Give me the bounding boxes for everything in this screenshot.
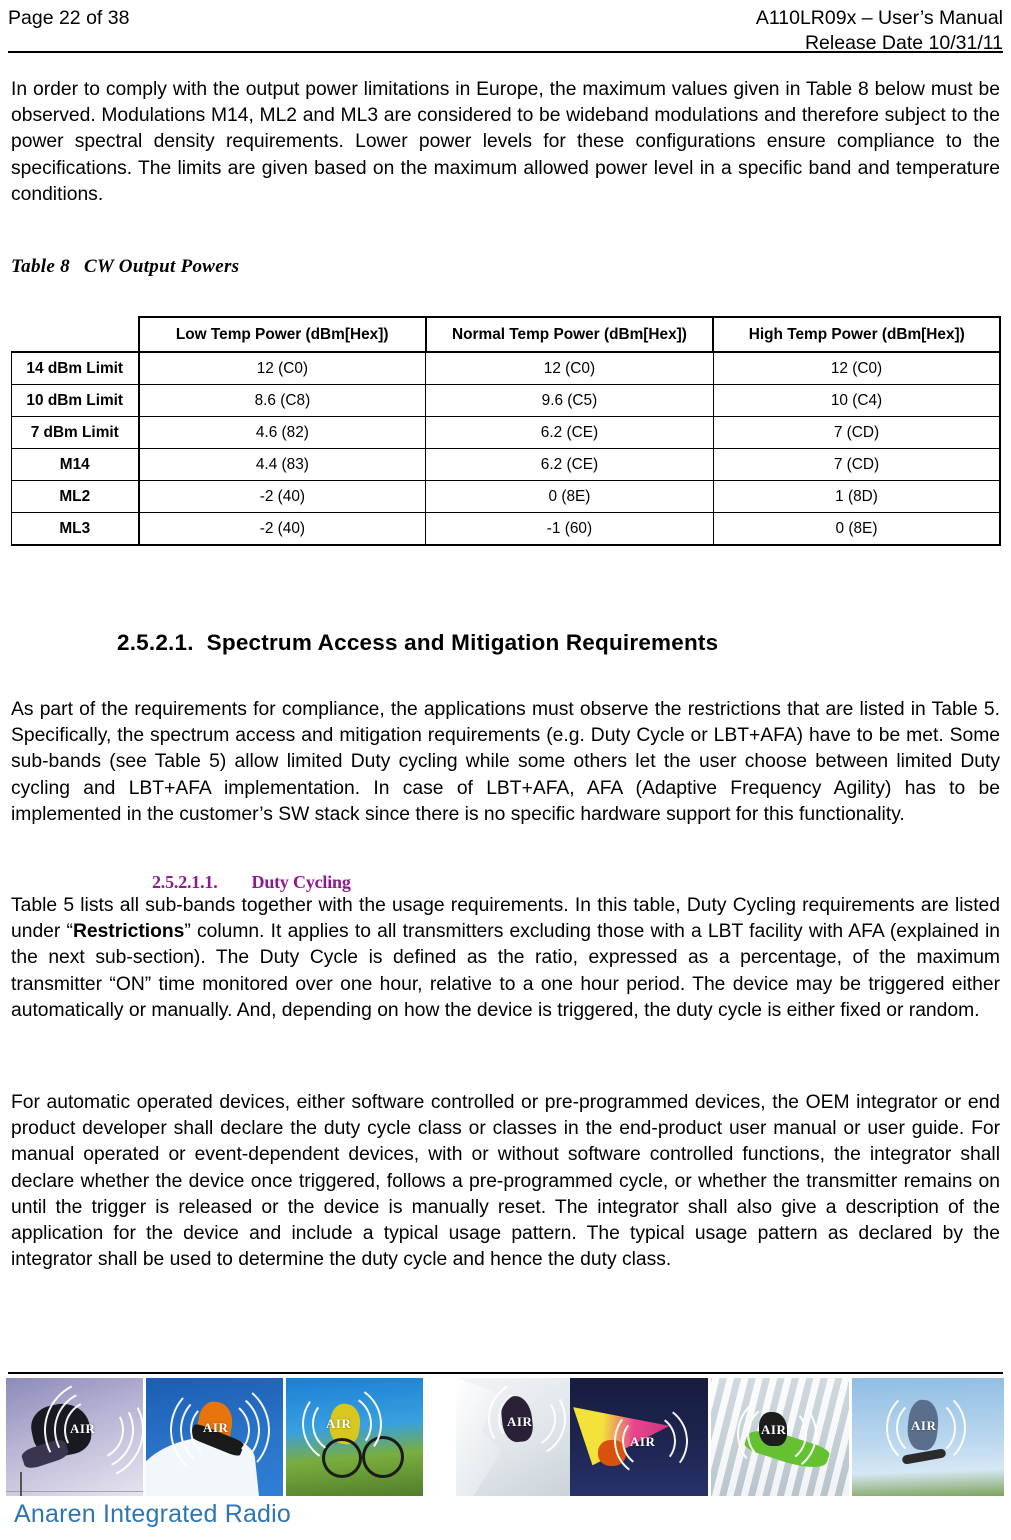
cell-normal-temp: 6.2 (CE) bbox=[426, 417, 713, 449]
row-label: M14 bbox=[12, 449, 139, 481]
duty-cycling-paragraph-1 bbox=[11, 893, 1000, 1024]
duty-cycling-text-post: ” column. It applies to all transmitters excluding those with a LBT facility with AFA (explained in the next sub-section). The Duty Cycle is defined as the ratio, expressed as a percentage, of the maximum transmitter “ON” time monitored over one hour, relative to a one hour period. The device may be triggered either automatically or manually. And, depending on how the device is triggered, the duty cycle is either fixed or random. bbox=[11, 921, 1001, 1021]
footer-brand-text: Anaren Integrated Radio bbox=[14, 1500, 292, 1528]
air-badge: AIR bbox=[761, 1422, 787, 1437]
footer-photo-skier bbox=[146, 1378, 283, 1496]
column-header-high-temp: High Temp Power (dBm[Hex]) bbox=[713, 317, 1000, 352]
intro-paragraph: In order to comply with the output power limitations in Europe, the maximum values given in Table 8 below must be observed. Modulations M14, ML2 and ML3 are considered to be wideband modulations and therefore subject to the power spectral density requirements. Lower power levels for these configurations ensure compliance to the specifications. The limits are given based on the maximum allowed power level in a specific band and temperature conditions. bbox=[11, 79, 1000, 205]
table-row bbox=[12, 385, 1001, 417]
document-title-block bbox=[756, 6, 1003, 56]
cell-high-temp: 1 (8D) bbox=[713, 481, 1000, 513]
footer-photo-strip bbox=[6, 1378, 1005, 1498]
footer-photo-mountain-biker bbox=[286, 1378, 423, 1496]
page-number-label: Page 22 of 38 bbox=[8, 7, 130, 29]
table-row bbox=[12, 417, 1001, 449]
row-label: ML3 bbox=[12, 513, 139, 546]
section-heading bbox=[117, 630, 718, 656]
air-badge: AIR bbox=[203, 1420, 229, 1435]
subsection-heading bbox=[152, 872, 351, 893]
cell-low-temp: 12 (C0) bbox=[139, 352, 426, 385]
cell-low-temp: 4.4 (83) bbox=[139, 449, 426, 481]
header-divider bbox=[8, 51, 1003, 53]
table-row bbox=[12, 481, 1001, 513]
cell-high-temp: 7 (CD) bbox=[713, 449, 1000, 481]
table-caption bbox=[11, 256, 239, 278]
footer-photo-kayaker bbox=[711, 1378, 849, 1496]
cell-normal-temp: 12 (C0) bbox=[426, 352, 713, 385]
duty-cycling-text-pre: Table 5 lists all sub-bands together with the usage requirements. In this table, Duty Cycling requirements are listed under “ bbox=[11, 895, 1000, 943]
section-heading-number: 2.5.2.1. bbox=[117, 630, 194, 655]
cell-low-temp: 8.6 (C8) bbox=[139, 385, 426, 417]
footer-photo-ice-climber bbox=[456, 1378, 578, 1496]
cell-high-temp: 7 (CD) bbox=[713, 417, 1000, 449]
air-badge: AIR bbox=[911, 1418, 937, 1433]
cell-high-temp: 10 (C4) bbox=[713, 385, 1000, 417]
table-caption-label: Table 8 bbox=[11, 256, 70, 277]
footer-photo-snowboarder bbox=[6, 1378, 143, 1496]
cell-normal-temp: 6.2 (CE) bbox=[426, 449, 713, 481]
table-header-row bbox=[12, 317, 1001, 352]
subsection-heading-number: 2.5.2.1.1. bbox=[152, 872, 218, 892]
table-row bbox=[12, 449, 1001, 481]
row-label: ML2 bbox=[12, 481, 139, 513]
footer-photo-windsurfer bbox=[570, 1378, 708, 1496]
cell-high-temp: 12 (C0) bbox=[713, 352, 1000, 385]
column-header-normal-temp: Normal Temp Power (dBm[Hex]) bbox=[426, 317, 713, 352]
spectrum-access-paragraph: As part of the requirements for compliance, the applications must observe the restrictions that are listed in Table 5. Specifically, the spectrum access and mitigation requirements (e.g. Duty Cycle or LBT+AFA) have to be met. Some sub-bands (see Table 5) allow limited Duty cycling while some others let the user choose between limited Duty cycling and LBT+AFA implementation. In case of LBT+AFA, AFA (Adaptive Frequency Agility) has to be implemented in the customer’s SW stack since there is no specific hardware support for this functionality. bbox=[11, 699, 1000, 825]
cw-output-powers-table bbox=[11, 316, 1001, 546]
footer-photo-skateboarder bbox=[852, 1378, 1004, 1496]
column-header-low-temp: Low Temp Power (dBm[Hex]) bbox=[139, 317, 426, 352]
release-date: Release Date 10/31/11 bbox=[804, 32, 1003, 54]
row-label: 10 dBm Limit bbox=[12, 385, 139, 417]
air-badge: AIR bbox=[630, 1434, 656, 1449]
document-title: A110LR09x – User’s Manual bbox=[755, 7, 1003, 29]
subsection-heading-title: Duty Cycling bbox=[251, 872, 351, 892]
duty-cycling-paragraph-2: For automatic operated devices, either software controlled or pre-programmed devices, the OEM integrator or end product developer shall declare the duty cycle class or classes in the end-product user manual or user guide. For manual operated or event-dependent devices, with or without software controlled functions, the integrator shall declare whether the device once triggered, follows a pre-programmed cycle, or whether the transmitter remains on until the trigger is released or the device is manually reset. The integrator shall also give a description of the application for the device and include a typical usage pattern. The typical usage pattern as declared by the integrator shall be used to determine the duty cycle and hence the duty class. bbox=[11, 1092, 1000, 1271]
cell-normal-temp: 9.6 (C5) bbox=[426, 385, 713, 417]
row-label: 7 dBm Limit bbox=[12, 417, 139, 449]
section-heading-title: Spectrum Access and Mitigation Requirements bbox=[206, 630, 719, 655]
cell-low-temp: -2 (40) bbox=[139, 481, 426, 513]
table-corner-cell bbox=[12, 317, 139, 352]
footer-divider bbox=[8, 1372, 1003, 1374]
table-row bbox=[12, 352, 1001, 385]
row-label: 14 dBm Limit bbox=[12, 352, 139, 385]
table-row bbox=[12, 513, 1001, 546]
cell-low-temp: 4.6 (82) bbox=[139, 417, 426, 449]
cell-low-temp: -2 (40) bbox=[139, 513, 426, 546]
table-body bbox=[12, 352, 1001, 545]
air-badge: AIR bbox=[507, 1414, 533, 1429]
cell-high-temp: 0 (8E) bbox=[713, 513, 1000, 546]
cell-normal-temp: -1 (60) bbox=[426, 513, 713, 546]
restrictions-emphasis: Restrictions bbox=[72, 921, 185, 943]
cell-normal-temp: 0 (8E) bbox=[426, 481, 713, 513]
air-badge: AIR bbox=[70, 1421, 96, 1436]
table-caption-title: CW Output Powers bbox=[83, 256, 240, 277]
page-header bbox=[8, 4, 1003, 54]
air-badge: AIR bbox=[326, 1416, 352, 1431]
